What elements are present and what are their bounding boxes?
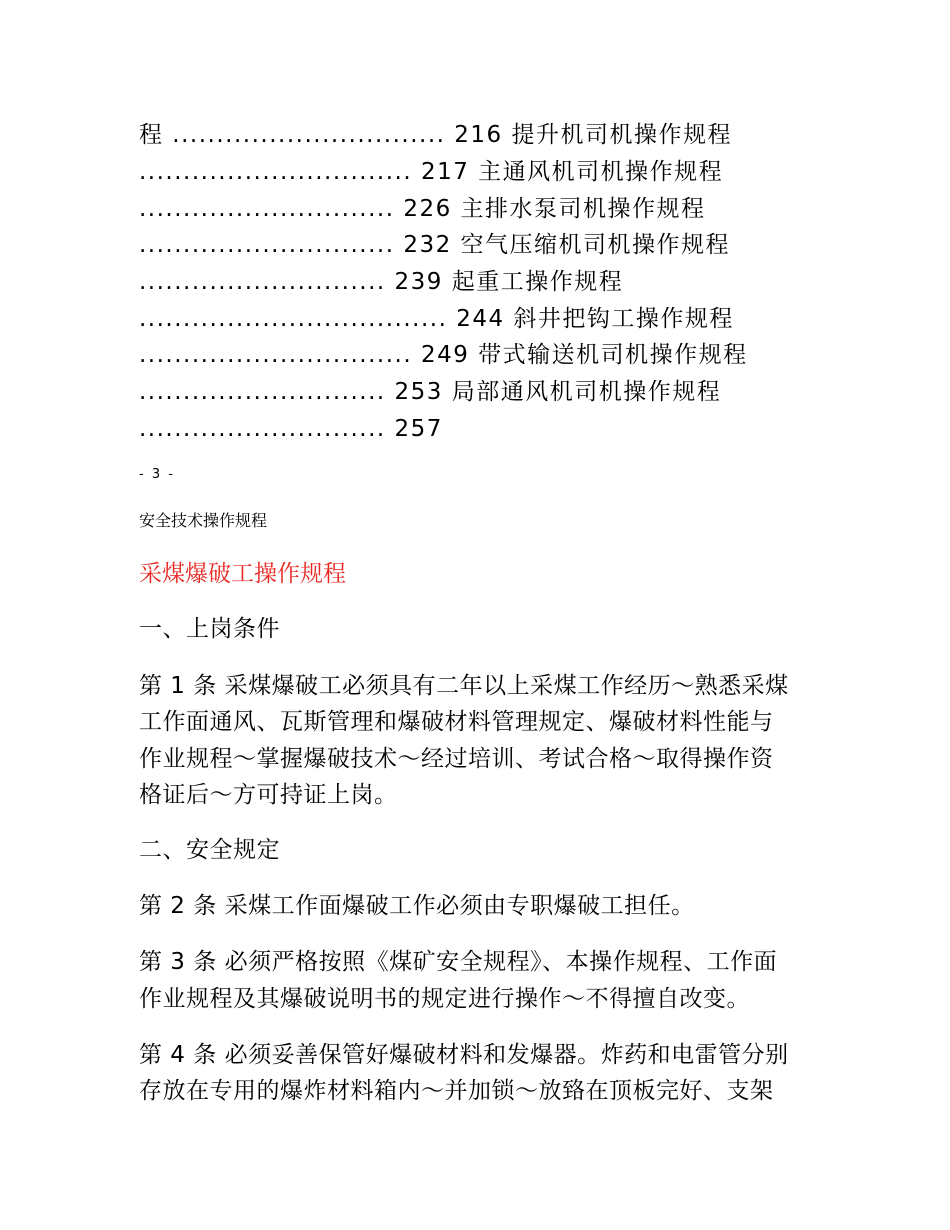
paragraph-line: 第 3 条 必须严格按照《煤矿安全规程》、本操作规程、工作面: [139, 949, 778, 975]
section-heading: 二、安全规定: [139, 837, 280, 863]
toc-line: ............................. 226 主排水泵司机操作规程: [139, 196, 706, 222]
paragraph-line: 工作面通风、瓦斯管理和爆破材料管理规定、爆破材料性能与: [139, 709, 774, 735]
paragraph-line: 存放在专用的爆炸材料箱内～并加锁～放臵在顶板完好、支架: [139, 1078, 774, 1104]
page-number: - 3 -: [139, 467, 175, 482]
paragraph-line: 第 4 条 必须妥善保管好爆破材料和发爆器。炸药和电雷管分别: [139, 1042, 789, 1068]
paragraph-line: 作业规程～掌握爆破技术～经过培训、考试合格～取得操作资: [139, 746, 774, 772]
toc-line: ................................... 244 斜井把钩工操作规程: [139, 306, 734, 332]
toc-line: ............................ 253 局部通风机司机操作规程: [139, 379, 722, 405]
toc-line: 程 ............................... 216 提升机司机操作规程: [139, 122, 732, 148]
paragraph-line: 作业规程及其爆破说明书的规定进行操作～不得擅自改变。: [139, 986, 750, 1012]
paragraph-line: 第 1 条 采煤爆破工必须具有二年以上采煤工作经历～熟悉采煤: [139, 673, 789, 699]
running-header: 安全技术操作规程: [139, 511, 268, 530]
toc-line: ............................... 217 主通风机司机操作规程: [139, 159, 724, 185]
toc-line: ............................... 249 带式输送机司机操作规程: [139, 342, 748, 368]
section-title: 采煤爆破工操作规程: [139, 561, 346, 587]
toc-line: ............................ 239 起重工操作规程: [139, 269, 624, 295]
paragraph-line: 格证后～方可持证上岗。: [139, 782, 398, 808]
paragraph-line: 第 2 条 采煤工作面爆破工作必须由专职爆破工担任。: [139, 893, 695, 919]
toc-line: ............................ 257: [139, 416, 443, 442]
section-heading: 一、上岗条件: [139, 616, 280, 642]
toc-line: ............................. 232 空气压缩机司机操作规程: [139, 232, 731, 258]
